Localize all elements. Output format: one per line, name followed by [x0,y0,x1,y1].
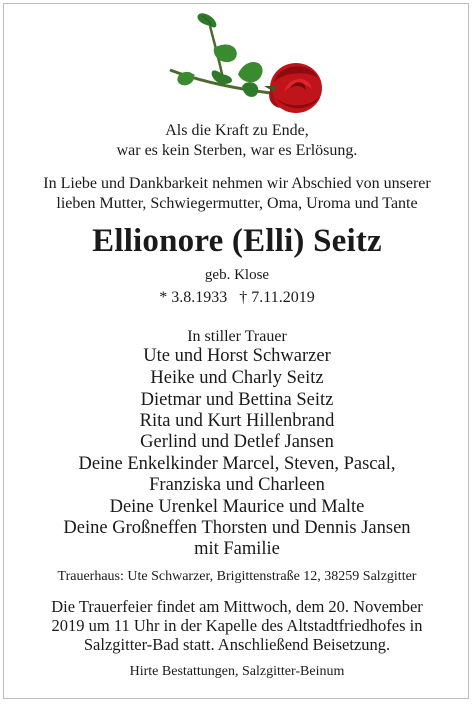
life-dates: * 3.8.1933 † 7.11.2019 [159,289,315,306]
ceremony-line-2: 2019 um 11 Uhr in der Kapelle des Altstadtfriedhofes in [51,616,423,635]
mourner-line: Franziska und Charleen [149,475,325,495]
funeral-home: Hirte Bestattungen, Salzgitter-Beinum [129,664,345,679]
red-rose-icon [162,12,324,116]
mourner-line: Gerlind und Detlef Jansen [140,432,334,452]
motto-line-2: war es kein Sterben, war es Erlösung. [116,142,358,159]
motto-line-1: Als die Kraft zu Ende, [165,122,309,139]
intro-line-2: lieben Mutter, Schwiegermutter, Oma, Uroma und Tante [56,195,418,212]
intro-line-1: In Liebe und Dankbarkeit nehmen wir Abschied von unserer [43,175,431,192]
mourner-line: Dietmar und Bettina Seitz [140,390,334,410]
mourner-line: Heike und Charly Seitz [150,368,324,388]
ceremony-line-3: Salzgitter-Bad statt. Anschließend Beisetzung. [83,635,391,654]
mourner-line: Deine Urenkel Maurice und Malte [109,497,365,517]
mourner-line: Ute und Horst Schwarzer [143,346,331,366]
ceremony-line-1: Die Trauerfeier findet am Mittwoch, dem 20. November [51,597,423,616]
mourning-house: Trauerhaus: Ute Schwarzer, Brigittenstraße 12, 38259 Salzgitter [57,569,417,584]
mourner-line: Rita und Kurt Hillenbrand [139,411,335,431]
mourners-heading: In stiller Trauer [187,328,287,345]
deceased-name: Ellionore (Elli) Seitz [92,223,382,259]
mourner-line: Deine Enkelkinder Marcel, Steven, Pascal, [78,454,396,474]
birth-name: geb. Klose [204,267,270,283]
mourner-line: mit Familie [194,539,280,559]
mourner-line: Deine Großneffen Thorsten und Dennis Jansen [63,518,411,538]
